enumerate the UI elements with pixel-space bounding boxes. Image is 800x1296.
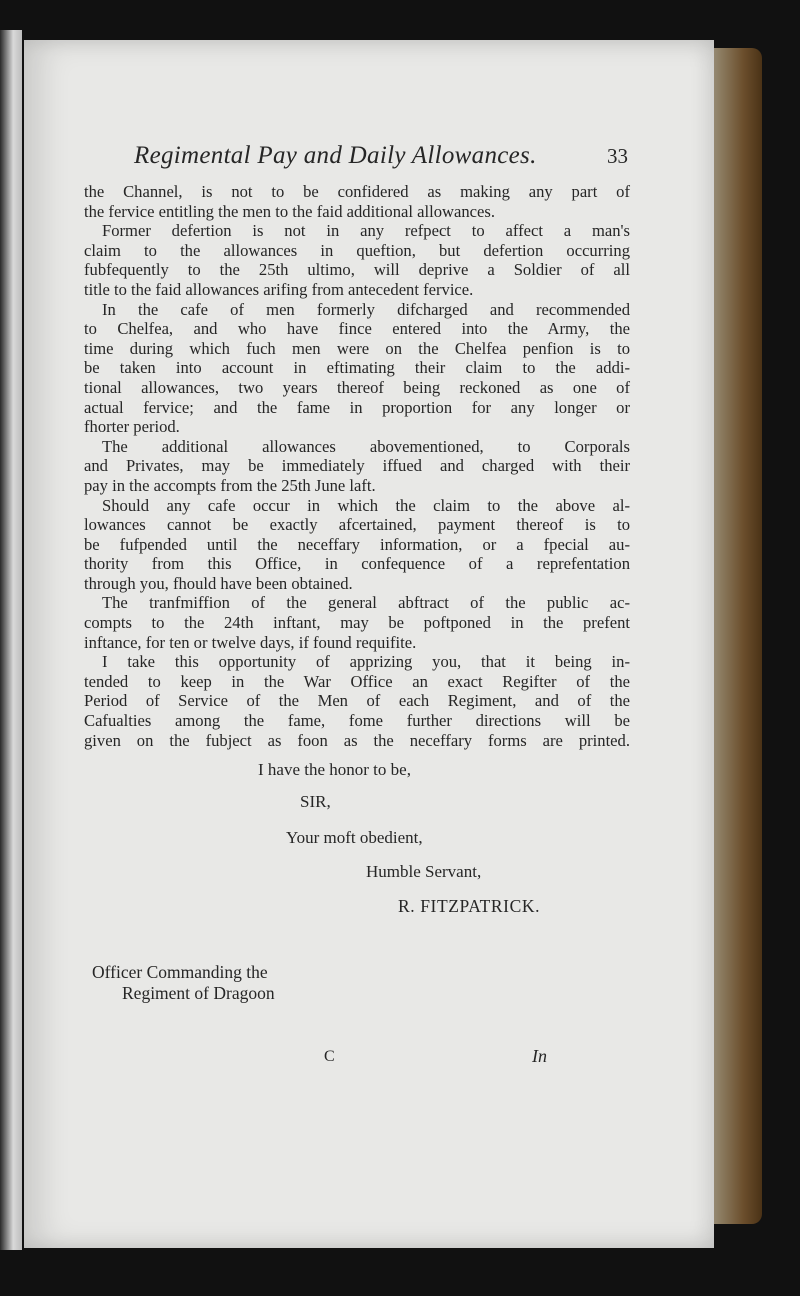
closing-honor: I have the honor to be, bbox=[258, 760, 411, 779]
text-line: time during which fuch men were on the Chelfea penfion is to bbox=[84, 338, 630, 358]
text-line: the fervice entitling the men to the faid additional allowances. bbox=[84, 201, 496, 221]
running-title: Regimental Pay and Daily Allowances. bbox=[134, 142, 537, 169]
text-line: inftance, for ten or twelve days, if found requifite. bbox=[84, 632, 417, 652]
text-line: pay in the accompts from the 25th June laft. bbox=[84, 475, 376, 495]
text-line: given on the fubject as foon as the neceffary forms are printed. bbox=[84, 730, 630, 750]
text-line: tended to keep in the War Office an exact Regifter of the bbox=[84, 671, 630, 691]
text-line: lowances cannot be exactly afcertained, payment thereof is to bbox=[84, 515, 630, 535]
text-line: through you, fhould have been obtained. bbox=[84, 573, 353, 593]
text-line: fubfequently to the 25th ultimo, will deprive a Soldier of all bbox=[84, 260, 630, 280]
text-line: Period of Service of the Men of each Regiment, and of the bbox=[84, 691, 630, 711]
text-line: Cafualties among the fame, fome further directions will be bbox=[84, 711, 630, 731]
text-line: thority from this Office, in confequence of a reprefentation bbox=[84, 554, 630, 574]
addressee-line-2: Regiment of Dragoon bbox=[122, 983, 275, 1003]
addressee bbox=[92, 962, 275, 1004]
text-line: In the cafe of men formerly difcharged and recommended bbox=[102, 299, 630, 319]
text-line: be taken into account in eftimating their claim to the addi- bbox=[84, 358, 630, 378]
text-line: fhorter period. bbox=[84, 417, 180, 437]
addressee-line-1: Officer Commanding the bbox=[92, 962, 268, 982]
text-line: actual fervice; and the fame in proportion for any longer or bbox=[84, 397, 630, 417]
text-line: Should any cafe occur in which the claim to the above al- bbox=[102, 495, 630, 515]
closing-servant: Humble Servant, bbox=[366, 862, 482, 881]
text-line: title to the faid allowances arifing from antecedent fervice. bbox=[84, 279, 474, 299]
text-line: and Privates, may be immediately iffued and charged with their bbox=[84, 456, 630, 476]
running-header bbox=[134, 142, 634, 176]
closing-obedient: Your moft obedient, bbox=[286, 828, 423, 847]
text-line: claim to the allowances in queftion, but defertion occurring bbox=[84, 240, 630, 260]
text-line: I take this opportunity of apprizing you, that it being in- bbox=[102, 652, 630, 672]
text-line: The additional allowances abovementioned, to Corporals bbox=[102, 436, 630, 456]
signature-mark: C bbox=[324, 1048, 335, 1065]
text-line: be fufpended until the neceffary information, or a fpecial au- bbox=[84, 534, 630, 554]
book-page bbox=[24, 40, 714, 1248]
page-number: 33 bbox=[607, 144, 628, 168]
text-line: to Chelfea, and who have fince entered into the Army, the bbox=[84, 319, 630, 339]
left-page-edge bbox=[0, 30, 22, 1250]
letter-body bbox=[84, 182, 630, 750]
closing-salutation: SIR, bbox=[300, 792, 331, 811]
text-line: The tranfmiffion of the general abftract of the public ac- bbox=[102, 593, 630, 613]
text-line: compts to the 24th inftant, may be poftponed in the prefent bbox=[84, 613, 630, 633]
text-line: tional allowances, two years thereof being reckoned as one of bbox=[84, 377, 630, 397]
text-line: the Channel, is not to be confidered as making any part of bbox=[84, 182, 630, 201]
catchword: In bbox=[532, 1046, 547, 1066]
signature-name: R. FITZPATRICK. bbox=[398, 896, 541, 916]
text-line: Former defertion is not in any refpect to affect a man's bbox=[102, 221, 630, 241]
